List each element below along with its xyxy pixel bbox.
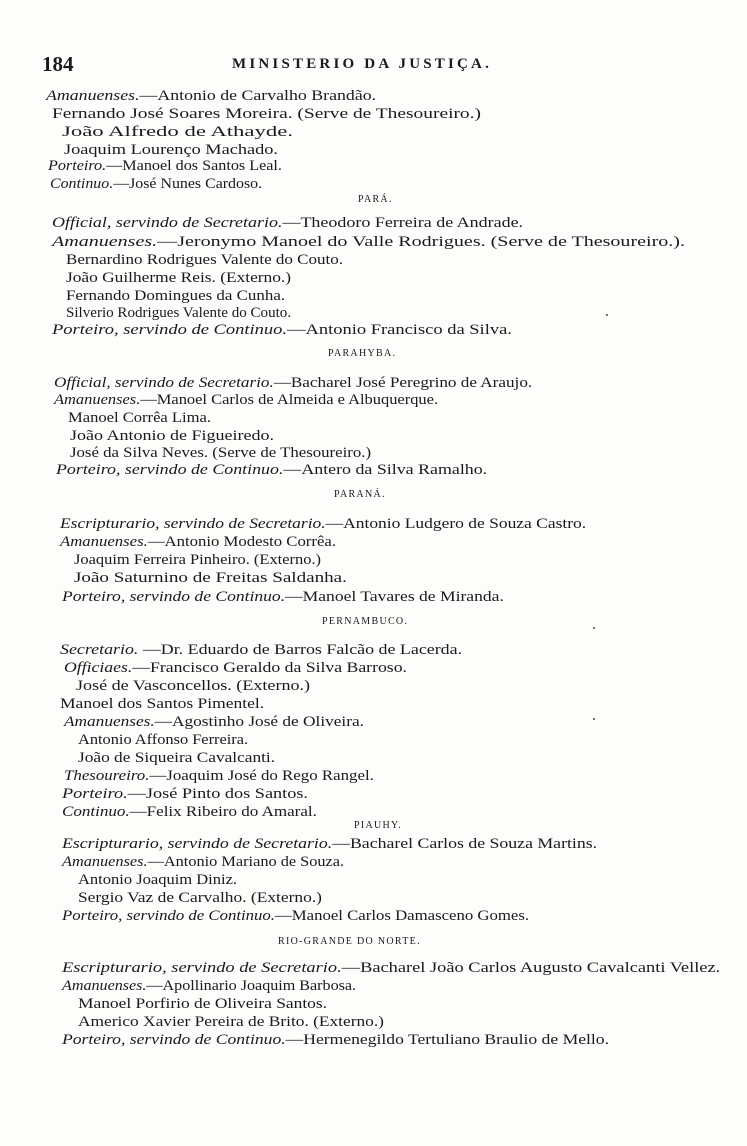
person-name: —Antero da Silva Ramalho. [283,462,488,478]
person-name: —Hermenegildo Tertuliano Braulio de Mello. [285,1032,609,1048]
person-name: —Manoel dos Santos Leal. [106,158,282,174]
role-label: Continuo. [50,176,114,192]
role-label: Official, servindo de Secretario. [52,215,283,231]
page-header [42,52,682,78]
staff-entry [66,270,291,287]
staff-entry [76,678,310,695]
staff-entry [70,428,274,445]
person-name: João Antonio de Figueiredo. [70,428,275,444]
person-name: Joaquim Ferreira Pinheiro. (Externo.) [74,552,322,568]
role-label: Secretario. [60,642,139,658]
role-label: Amanuenses. [62,854,148,870]
person-name: —Jeronymo Manoel do Valle Rodrigues. (Serve de Thesoureiro.). [157,234,685,250]
person-name: Antonio Joaquim Diniz. [78,872,238,888]
role-label: Escripturario, servindo de Secretario. [60,516,326,532]
person-name: —Agostinho José de Oliveira. [154,714,364,730]
person-name: João Guilherme Reis. (Externo.) [66,270,292,286]
staff-entry [62,1032,609,1049]
person-name: Manoel dos Santos Pimentel. [60,696,265,712]
staff-entry [62,124,293,141]
role-label: Porteiro, servindo de Continuo. [56,462,284,478]
role-label: Porteiro, servindo de Continuo. [62,908,276,924]
role-label: Porteiro, servindo de Continuo. [62,1032,286,1048]
section-heading: PARAHYBA. [328,348,397,359]
person-name: —Bacharel José Peregrino de Araujo. [273,375,533,391]
staff-entry [52,234,685,251]
person-name: Sergio Vaz de Carvalho. (Externo.) [78,890,322,906]
person-name: José de Vasconcellos. (Externo.) [76,678,311,694]
staff-entry [62,960,720,977]
person-name: Fernando Domingues da Cunha. [66,288,286,304]
role-label: Official, servindo de Secretario. [54,375,274,391]
role-label: Continuo. [62,804,130,820]
staff-entry [64,714,364,731]
staff-entry [62,836,597,853]
person-name: José da Silva Neves. (Serve de Thesoureiro.) [70,445,372,461]
staff-entry [64,660,407,677]
staff-entry [66,252,343,269]
staff-entry [48,158,282,175]
person-name: —Antonio Francisco da Silva. [287,322,512,338]
staff-entry [62,854,344,871]
person-name: —José Nunes Cardoso. [113,176,263,192]
print-speck [593,627,595,629]
staff-entry [64,142,278,159]
staff-entry [60,642,462,659]
person-name: Antonio Affonso Ferreira. [78,732,249,748]
person-name: Bernardino Rodrigues Valente do Couto. [66,252,344,268]
person-name: —Antonio Modesto Corrêa. [147,534,336,550]
person-name: João de Siqueira Cavalcanti. [78,750,276,766]
staff-entry [70,445,371,462]
staff-entry [62,978,356,995]
role-label: Amanuenses. [52,234,158,250]
role-label: Escripturario, servindo de Secretario. [62,836,333,852]
staff-entry [74,570,347,587]
staff-entry [78,732,248,749]
staff-entry [66,305,291,322]
staff-entry [60,534,336,551]
print-speck [606,314,608,316]
role-label: Thesoureiro. [64,768,150,784]
staff-entry [54,392,438,409]
role-label: Amanuenses. [46,88,140,104]
role-label: Porteiro, servindo de Continuo. [62,589,286,605]
role-label: Officiaes. [64,660,133,676]
staff-entry [68,410,211,427]
staff-entry [78,996,327,1013]
person-name: —Bacharel Carlos de Souza Martins. [332,836,598,852]
role-label: Amanuenses. [60,534,148,550]
person-name: —Dr. Eduardo de Barros Falcão de Lacerda. [138,642,463,658]
person-name: —Francisco Geraldo da Silva Barroso. [132,660,407,676]
staff-entry [46,88,376,105]
staff-entry [78,1014,384,1031]
person-name: —Joaquim José do Rego Rangel. [149,768,374,784]
section-heading: PERNAMBUCO. [322,616,409,627]
role-label: Porteiro, servindo de Continuo. [52,322,288,338]
person-name: —Theodoro Ferreira de Andrade. [282,215,524,231]
person-name: Silverio Rodrigues Valente do Couto. [66,305,292,321]
role-label: Porteiro. [62,786,128,802]
staff-entry [62,589,504,606]
staff-entry [62,908,529,925]
section-heading: PARÁ. [358,194,393,205]
role-label: Porteiro. [48,158,107,174]
person-name: —Manoel Carlos Damasceno Gomes. [275,908,530,924]
staff-entry [56,462,487,479]
staff-entry [60,516,586,533]
page-number: 184 [42,52,74,76]
person-name: —Manoel Carlos de Almeida e Albuquerque. [140,392,439,408]
person-name: João Alfredo de Athayde. [62,124,294,140]
staff-entry [54,375,532,392]
role-label: Amanuenses. [62,978,147,994]
person-name: —Manoel Tavares de Miranda. [285,589,504,605]
staff-entry [66,288,285,305]
role-label: Amanuenses. [54,392,141,408]
person-name: —Felix Ribeiro do Amaral. [129,804,317,820]
staff-entry [74,552,321,569]
person-name: —Antonio Ludgero de Souza Castro. [325,516,587,532]
role-label: Amanuenses. [64,714,155,730]
person-name: —Antonio Mariano de Souza. [147,854,345,870]
staff-entry [78,750,275,767]
person-name: Fernando José Soares Moreira. (Serve de Thesoureiro.) [52,106,481,122]
person-name: —Apollinario Joaquim Barbosa. [146,978,357,994]
print-speck [593,718,595,720]
person-name: João Saturnino de Freitas Saldanha. [74,570,347,586]
staff-entry [78,890,322,907]
person-name: —Bacharel João Carlos Augusto Cavalcanti Vellez. [341,960,721,976]
staff-entry [52,215,523,232]
section-heading: PIAUHY. [354,820,403,831]
person-name: —Antonio de Carvalho Brandão. [139,88,377,104]
staff-entry [52,322,512,339]
person-name: —José Pinto dos Santos. [127,786,308,802]
staff-entry [62,804,317,821]
person-name: Manoel Porfirio de Oliveira Santos. [78,996,327,1012]
section-heading: PARANÁ. [334,489,386,500]
staff-entry [62,786,308,803]
staff-entry [64,768,374,785]
running-title: MINISTERIO DA JUSTIÇA. [232,56,493,72]
staff-entry [78,872,237,889]
person-name: Joaquim Lourenço Machado. [64,142,278,158]
person-name: Manoel Corrêa Lima. [68,410,211,426]
person-name: Americo Xavier Pereira de Brito. (Externo.) [78,1014,384,1030]
staff-entry [50,176,262,193]
staff-entry [60,696,264,713]
role-label: Escripturario, servindo de Secretario. [62,960,342,976]
staff-entry [52,106,481,123]
section-heading: RIO-GRANDE DO NORTE. [278,936,421,947]
